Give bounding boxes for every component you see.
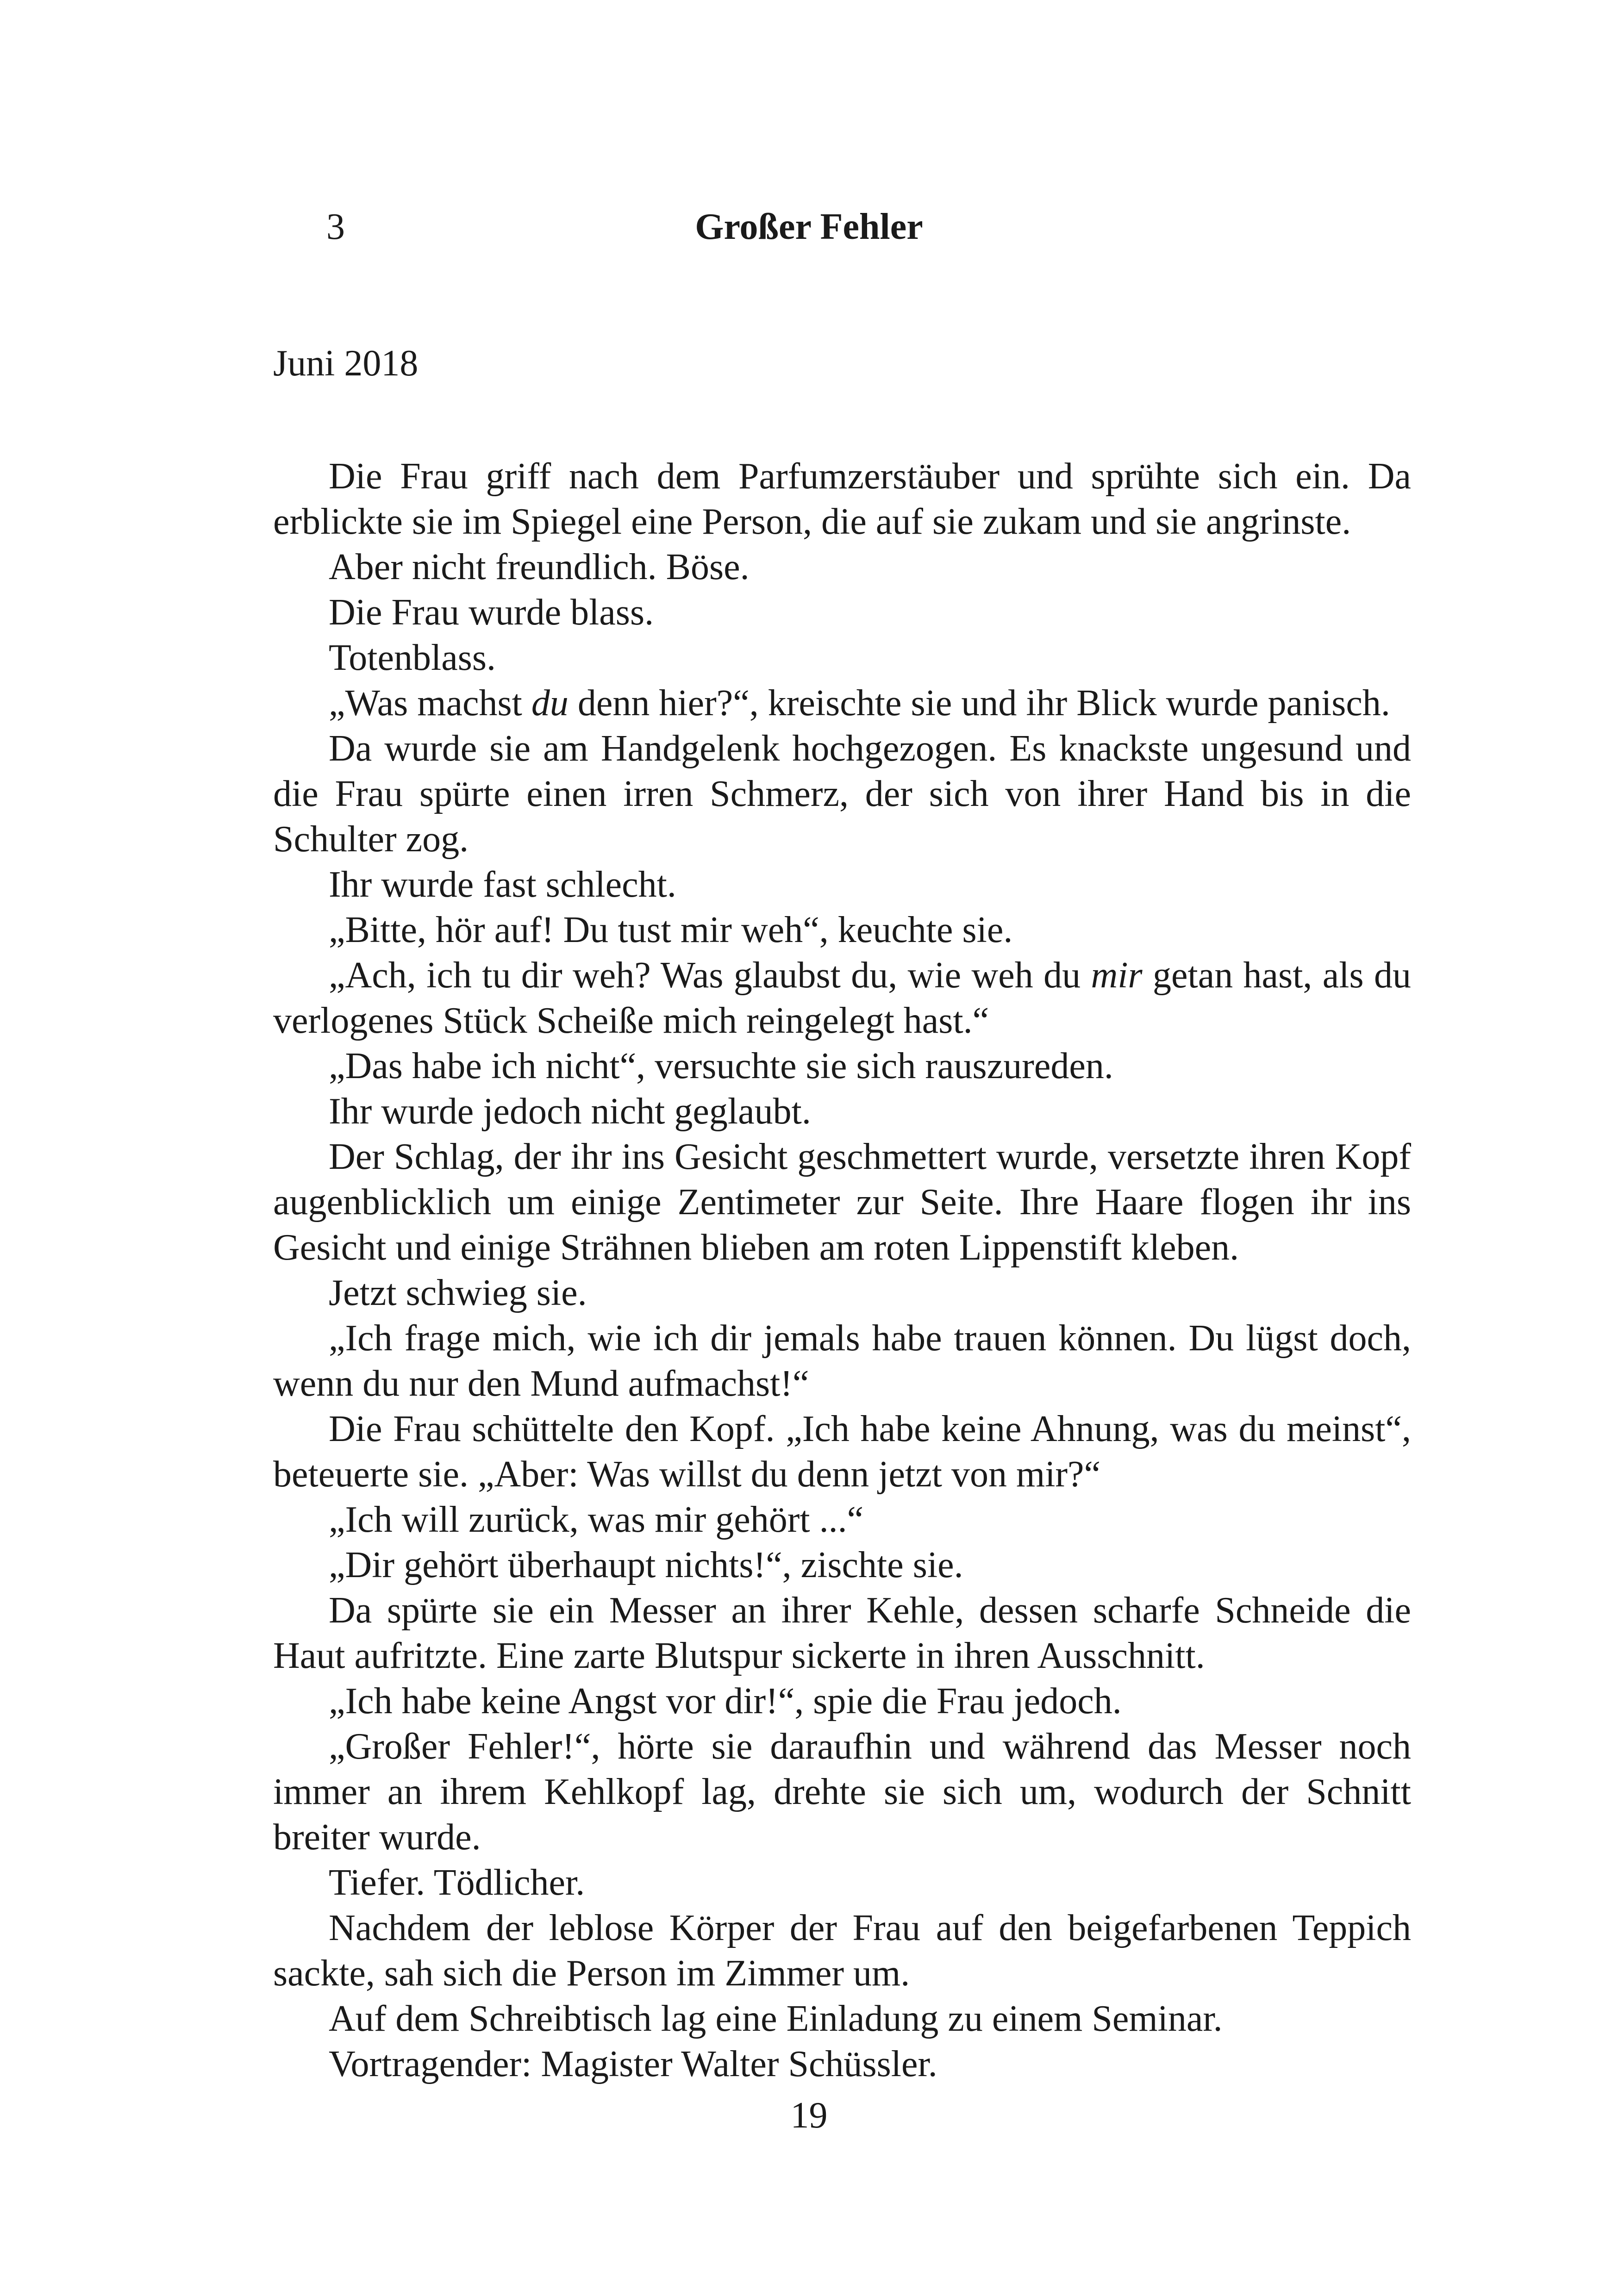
chapter-title: Großer Fehler	[695, 206, 923, 247]
paragraph: „Das habe ich nicht“, versuchte sie sich rauszureden.	[329, 1046, 1113, 1086]
paragraph-text: „Ach, ich tu dir weh? Was glaubst du, wie weh du	[329, 955, 1091, 996]
chapter-body	[273, 454, 1411, 2087]
paragraph: Tiefer. Tödlicher.	[329, 1862, 585, 1903]
paragraph	[273, 953, 1411, 1043]
paragraph: Nachdem der leblose Körper der Frau auf den beigefarbenen Teppich sackte, sah sich die Person im Zimmer um.	[273, 1908, 1411, 1994]
paragraph: Totenblass.	[329, 637, 496, 678]
paragraph-text: getan hast, als du verlogenes Stück Scheiße mich reingelegt hast.“	[273, 955, 1411, 1041]
paragraph: „Ich habe keine Angst vor dir!“, spie die Frau jedoch.	[329, 1681, 1122, 1722]
paragraph: Ihr wurde jedoch nicht geglaubt.	[329, 1091, 811, 1132]
chapter-number: 3	[326, 206, 345, 247]
paragraph: „Ich will zurück, was mir gehört ...“	[329, 1499, 864, 1540]
paragraph: Jetzt schwieg sie.	[329, 1273, 587, 1313]
paragraph: Aber nicht freundlich. Böse.	[329, 547, 750, 587]
paragraph	[273, 680, 1411, 726]
emphasis-text: du	[531, 683, 568, 724]
paragraph: „Bitte, hör auf! Du tust mir weh“, keuchte sie.	[329, 910, 1013, 950]
paragraph: Die Frau wurde blass.	[329, 592, 654, 633]
paragraph-text: „Was machst	[329, 683, 531, 724]
paragraph: Die Frau schüttelte den Kopf. „Ich habe keine Ahnung, was du meinst“, beteuerte sie. „Aber: Was willst du denn jetzt von mir?“	[273, 1409, 1411, 1495]
date-line: Juni 2018	[273, 343, 419, 384]
page-number: 19	[790, 2095, 828, 2136]
paragraph: „Ich frage mich, wie ich dir jemals habe trauen können. Du lügst doch, wenn du nur den Mund aufmachst!“	[273, 1318, 1411, 1404]
paragraph: Da spürte sie ein Messer an ihrer Kehle, dessen scharfe Schneide die Haut aufritzte. Eine zarte Blutspur sickerte in ihren Ausschnitt.	[273, 1590, 1411, 1676]
paragraph: „Dir gehört überhaupt nichts!“, zischte sie.	[329, 1545, 963, 1585]
paragraph: Auf dem Schreibtisch lag eine Einladung zu einem Seminar.	[329, 1998, 1223, 2039]
paragraph: Vortragender: Magister Walter Schüssler.	[329, 2044, 937, 2084]
emphasis-text: mir	[1091, 955, 1143, 996]
paragraph: „Großer Fehler!“, hörte sie daraufhin und während das Messer noch immer an ihrem Kehlkopf lag, drehte sie sich um, wodurch der Schnitt breiter wurde.	[273, 1726, 1411, 1858]
paragraph: Der Schlag, der ihr ins Gesicht geschmettert wurde, versetzte ihren Kopf augenblicklich um einige Zentimeter zur Seite. Ihre Haare flogen ihr ins Gesicht und einige Strähnen blieben am roten Lippenstift kleben.	[273, 1136, 1411, 1268]
paragraph: Ihr wurde fast schlecht.	[329, 864, 676, 905]
paragraph: Die Frau griff nach dem Parfumzerstäuber und sprühte sich ein. Da erblickte sie im Spiegel eine Person, die auf sie zukam und sie angrinste.	[273, 456, 1411, 542]
paragraph-text: denn hier?“, kreischte sie und ihr Blick wurde panisch.	[568, 683, 1390, 724]
paragraph: Da wurde sie am Handgelenk hochgezogen. Es knackste ungesund und die Frau spürte einen irren Schmerz, der sich von ihrer Hand bis in die Schulter zog.	[273, 728, 1411, 860]
